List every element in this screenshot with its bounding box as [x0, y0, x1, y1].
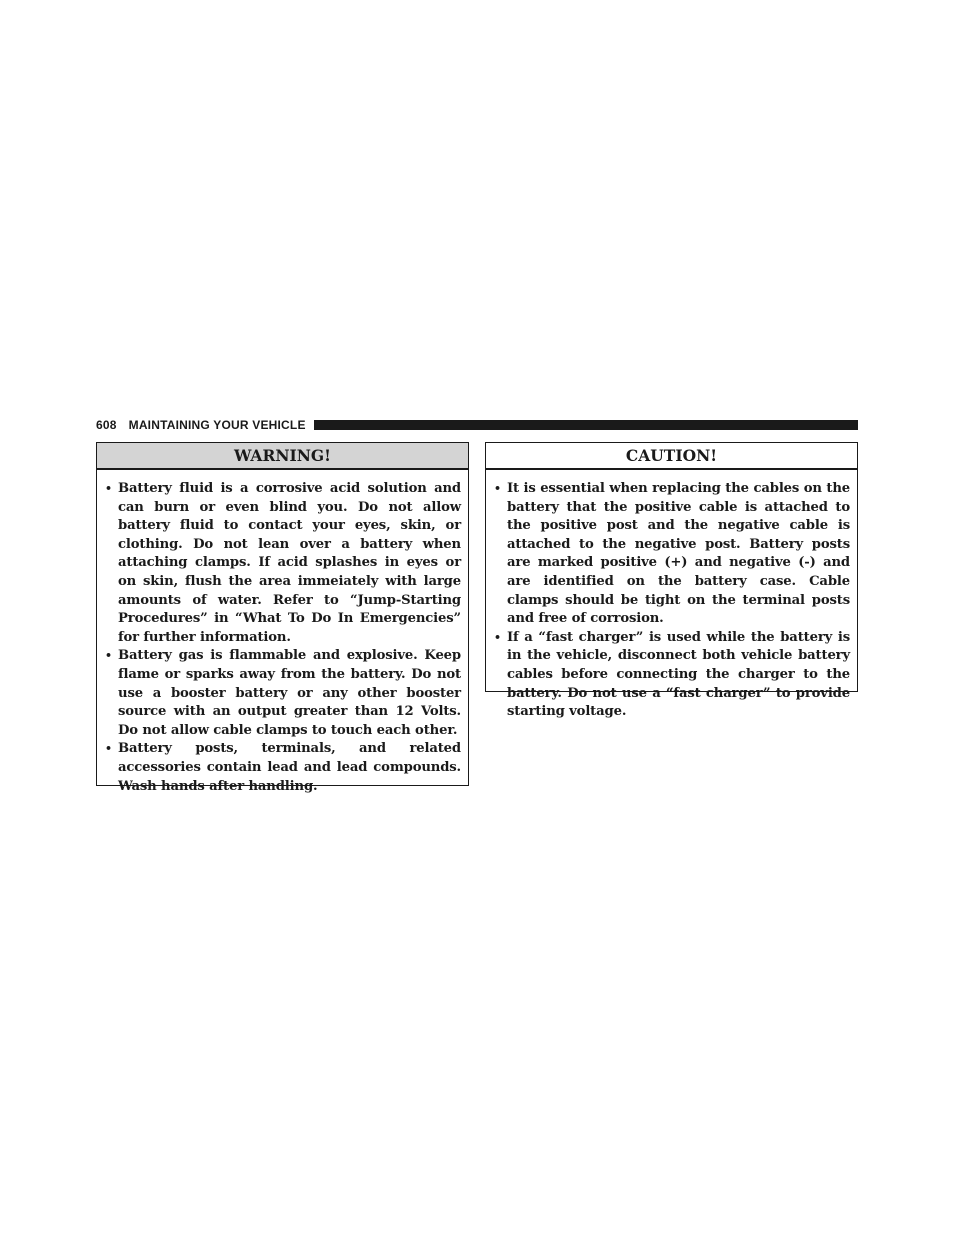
- list-item: [494, 629, 850, 722]
- bullet-icon: •: [105, 742, 112, 756]
- list-item: [494, 480, 850, 629]
- header-rule-bar: [314, 420, 858, 430]
- warning-title: WARNING!: [97, 443, 468, 470]
- caution-box: [485, 442, 858, 720]
- bullet-icon: •: [105, 649, 112, 663]
- list-item: [105, 740, 461, 796]
- bullet-icon: •: [105, 482, 112, 495]
- list-item: [105, 480, 461, 647]
- section-title: MAINTAINING YOUR VEHICLE: [128, 417, 306, 432]
- bullet-icon: •: [494, 482, 501, 495]
- list-item-text: Battery posts, terminals, and related accessories contain lead and lead compounds. Wash hands after handling.: [118, 741, 461, 794]
- warning-box: [96, 442, 469, 794]
- list-item-text: Battery fluid is a corrosive acid solution and can burn or even blind you. Do not allow battery fluid to contact your eyes, skin, or clothing. Do not lean over a battery when attaching clamps. If acid splashes in eyes or on skin, flush the area immeiately with large amounts of water. Refer to “Jump-Starting Procedures” in “What To Do In Emergencies” for further information.: [118, 481, 461, 645]
- caution-list: [494, 480, 850, 722]
- list-item: [105, 647, 461, 740]
- list-item-text: Battery gas is flammable and explosive. Keep flame or sparks away from the battery. Do not use a booster battery or any other booster source with an output greater than 12 Volts. Do not allow cable clamps to touch each other.: [118, 648, 461, 738]
- list-item-text: If a “fast charger” is used while the battery is in the vehicle, disconnect both vehicle battery cables before connecting the charger to the battery. Do not use a “fast charger” to provide starting voltage.: [507, 629, 850, 720]
- list-item-text: It is essential when replacing the cables on the battery that the positive cable is attached to the positive post and the negative cable is attached to the negative post. Battery posts are marked positive (+) and negative (-) and are identified on the battery case. Cable clamps should be tight on the terminal posts and free of corrosion.: [507, 481, 850, 627]
- warning-body: [97, 470, 468, 796]
- warning-list: [105, 480, 461, 796]
- page-header: [96, 417, 858, 432]
- caution-title: CAUTION!: [486, 443, 857, 470]
- page-number: 608: [96, 417, 117, 432]
- caution-body: [486, 470, 857, 722]
- bullet-icon: •: [494, 630, 501, 644]
